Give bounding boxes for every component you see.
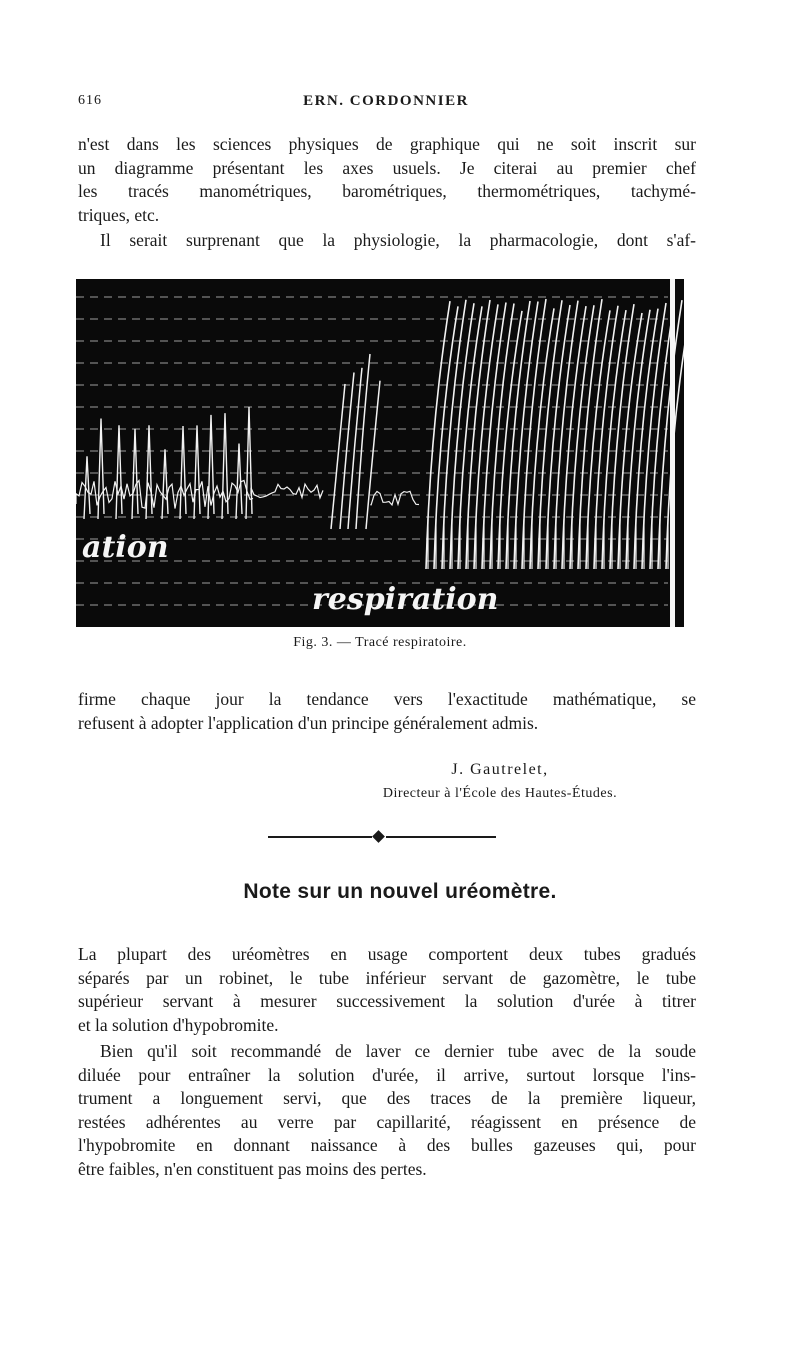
paragraph-intro (78, 133, 696, 227)
text-line: Bien qu'il soit recommandé de laver ce dernier tube avec de la soude (100, 1041, 696, 1061)
text-line: triques, etc. (78, 204, 160, 225)
signature-title: Directeur à l'École des Hautes-Études. (382, 786, 618, 801)
handwritten-label-left: ation (82, 530, 169, 565)
respiratory-trace-figure (76, 279, 684, 650)
paragraph-conclusion (78, 688, 696, 735)
text-line: l'hypobromite en donnant naissance à des bulles gazeuses qui, pour (78, 1135, 696, 1155)
text-line: séparés par un robinet, le tube inférieur servant de gazomètre, le tube (78, 967, 696, 988)
paragraph-washing (78, 1040, 696, 1181)
text-line: trument a longuement servi, que des traces de la première liqueur, (78, 1088, 696, 1108)
text-line: un diagramme présentant les axes usuels. Je citerai au premier chef (78, 157, 696, 178)
signature-block (300, 757, 700, 805)
text-line: Il serait surprenant que la physiologie, la pharmacologie, dont s'af- (100, 230, 696, 250)
paragraph-physiology (78, 229, 696, 253)
text-line: diluée pour entraîner la solution d'urée, il arrive, surtout lorsque l'ins- (78, 1064, 696, 1085)
text-line: supérieur servant à mesurer successivement la solution d'urée à titrer (78, 991, 696, 1011)
text-line: restées adhérentes au verre par capillarité, réagissent en présence de (78, 1111, 696, 1132)
text-line: firme chaque jour la tendance vers l'exactitude mathématique, se (78, 689, 696, 709)
separator-line-left (268, 836, 372, 838)
running-title: ERN. CORDONNIER (303, 93, 469, 109)
separator-diamond-icon (372, 830, 385, 843)
figure-caption: Fig. 3. — Tracé respiratoire. (293, 635, 467, 650)
separator-line-right (386, 836, 496, 838)
text-line: refusent à adopter l'application d'un principe généralement admis. (78, 712, 539, 733)
text-line: les tracés manométriques, barométriques, thermométriques, tachymé- (78, 181, 696, 201)
text-line: La plupart des uréomètres en usage comportent deux tubes gradués (78, 944, 696, 964)
text-line: n'est dans les sciences physiques de graphique qui ne soit inscrit sur (78, 134, 696, 154)
paragraph-ureometers (78, 943, 696, 1037)
text-line: et la solution d'hypobromite. (78, 1014, 279, 1035)
page-number: 616 (78, 93, 102, 108)
section-separator (268, 831, 496, 843)
running-head (78, 93, 694, 115)
handwritten-label-right: respiration (312, 582, 499, 617)
section-title: Note sur un nouvel uréomètre. (243, 880, 557, 903)
respiratory-trace-image (76, 279, 684, 627)
signature-name: J. Gautrelet, (451, 761, 549, 778)
text-line: être faibles, n'en constituent pas moins des pertes. (78, 1158, 427, 1179)
figure-right-edge (670, 279, 675, 627)
